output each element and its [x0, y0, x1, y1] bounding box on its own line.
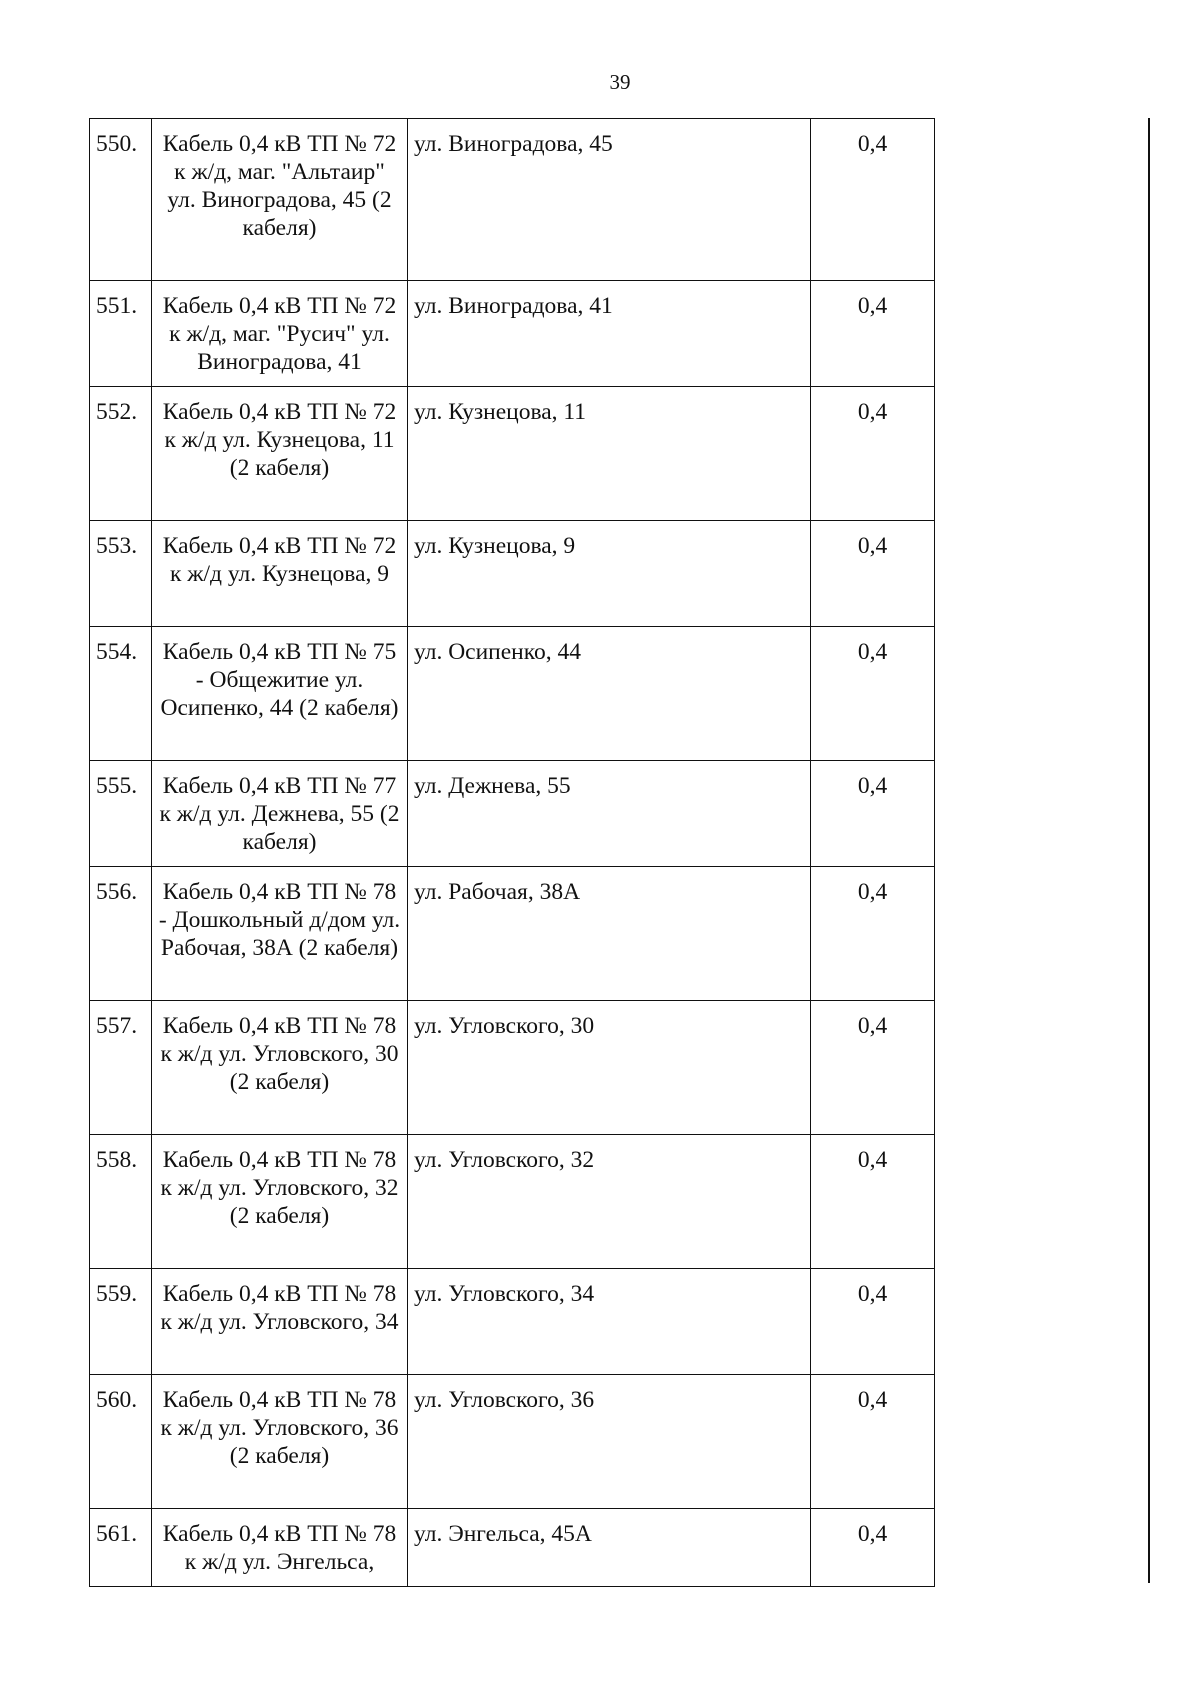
cable-address: ул. Рабочая, 38А	[408, 867, 811, 1001]
cable-address: ул. Угловского, 34	[408, 1269, 811, 1375]
cable-registry-table	[89, 118, 935, 1587]
row-number: 560.	[90, 1375, 152, 1509]
table-row	[90, 1135, 935, 1269]
cable-name: Кабель 0,4 кВ ТП № 72 к ж/д, маг. "Русич" ул. Виноградова, 41	[152, 281, 408, 387]
cable-name: Кабель 0,4 кВ ТП № 78 к ж/д ул. Угловского, 32 (2 кабеля)	[152, 1135, 408, 1269]
table-row	[90, 119, 935, 281]
row-number: 553.	[90, 521, 152, 627]
cable-name: Кабель 0,4 кВ ТП № 72 к ж/д ул. Кузнецова, 9	[152, 521, 408, 627]
cable-voltage: 0,4	[811, 1001, 935, 1135]
row-number: 555.	[90, 761, 152, 867]
cable-voltage: 0,4	[811, 1269, 935, 1375]
cable-voltage: 0,4	[811, 1135, 935, 1269]
table-row	[90, 387, 935, 521]
table-row	[90, 281, 935, 387]
table-row	[90, 627, 935, 761]
table-row	[90, 867, 935, 1001]
row-number: 557.	[90, 1001, 152, 1135]
row-number: 551.	[90, 281, 152, 387]
row-number: 561.	[90, 1509, 152, 1587]
cable-voltage: 0,4	[811, 1375, 935, 1509]
cable-name: Кабель 0,4 кВ ТП № 78 к ж/д ул. Угловского, 36 (2 кабеля)	[152, 1375, 408, 1509]
cable-address: ул. Угловского, 30	[408, 1001, 811, 1135]
cable-address: ул. Виноградова, 45	[408, 119, 811, 281]
row-number: 558.	[90, 1135, 152, 1269]
table-row	[90, 1509, 935, 1587]
cable-address: ул. Угловского, 36	[408, 1375, 811, 1509]
cable-name: Кабель 0,4 кВ ТП № 72 к ж/д ул. Кузнецова, 11 (2 кабеля)	[152, 387, 408, 521]
cable-voltage: 0,4	[811, 761, 935, 867]
cable-voltage: 0,4	[811, 281, 935, 387]
cable-name: Кабель 0,4 кВ ТП № 78 к ж/д ул. Энгельса,	[152, 1509, 408, 1587]
cable-address: ул. Энгельса, 45А	[408, 1509, 811, 1587]
cable-name: Кабель 0,4 кВ ТП № 72 к ж/д, маг. "Альтаир" ул. Виноградова, 45 (2 кабеля)	[152, 119, 408, 281]
table-row	[90, 761, 935, 867]
cable-address: ул. Угловского, 32	[408, 1135, 811, 1269]
cable-voltage: 0,4	[811, 119, 935, 281]
cable-address: ул. Осипенко, 44	[408, 627, 811, 761]
page-number: 39	[609, 70, 631, 94]
cable-address: ул. Кузнецова, 11	[408, 387, 811, 521]
cable-name: Кабель 0,4 кВ ТП № 75 - Общежитие ул. Осипенко, 44 (2 кабеля)	[152, 627, 408, 761]
right-margin-rule	[1148, 118, 1150, 1583]
cable-voltage: 0,4	[811, 1509, 935, 1587]
table-row	[90, 521, 935, 627]
table-row	[90, 1269, 935, 1375]
row-number: 552.	[90, 387, 152, 521]
cable-name: Кабель 0,4 кВ ТП № 78 к ж/д ул. Угловского, 30 (2 кабеля)	[152, 1001, 408, 1135]
table-row	[90, 1375, 935, 1509]
cable-address: ул. Кузнецова, 9	[408, 521, 811, 627]
cable-address: ул. Дежнева, 55	[408, 761, 811, 867]
cable-name: Кабель 0,4 кВ ТП № 78 к ж/д ул. Угловского, 34	[152, 1269, 408, 1375]
row-number: 556.	[90, 867, 152, 1001]
row-number: 550.	[90, 119, 152, 281]
cable-name: Кабель 0,4 кВ ТП № 78 - Дошкольный д/дом ул. Рабочая, 38А (2 кабеля)	[152, 867, 408, 1001]
row-number: 554.	[90, 627, 152, 761]
cable-voltage: 0,4	[811, 627, 935, 761]
cable-voltage: 0,4	[811, 867, 935, 1001]
table-row	[90, 1001, 935, 1135]
cable-address: ул. Виноградова, 41	[408, 281, 811, 387]
cable-voltage: 0,4	[811, 521, 935, 627]
cable-voltage: 0,4	[811, 387, 935, 521]
cable-name: Кабель 0,4 кВ ТП № 77 к ж/д ул. Дежнева, 55 (2 кабеля)	[152, 761, 408, 867]
row-number: 559.	[90, 1269, 152, 1375]
